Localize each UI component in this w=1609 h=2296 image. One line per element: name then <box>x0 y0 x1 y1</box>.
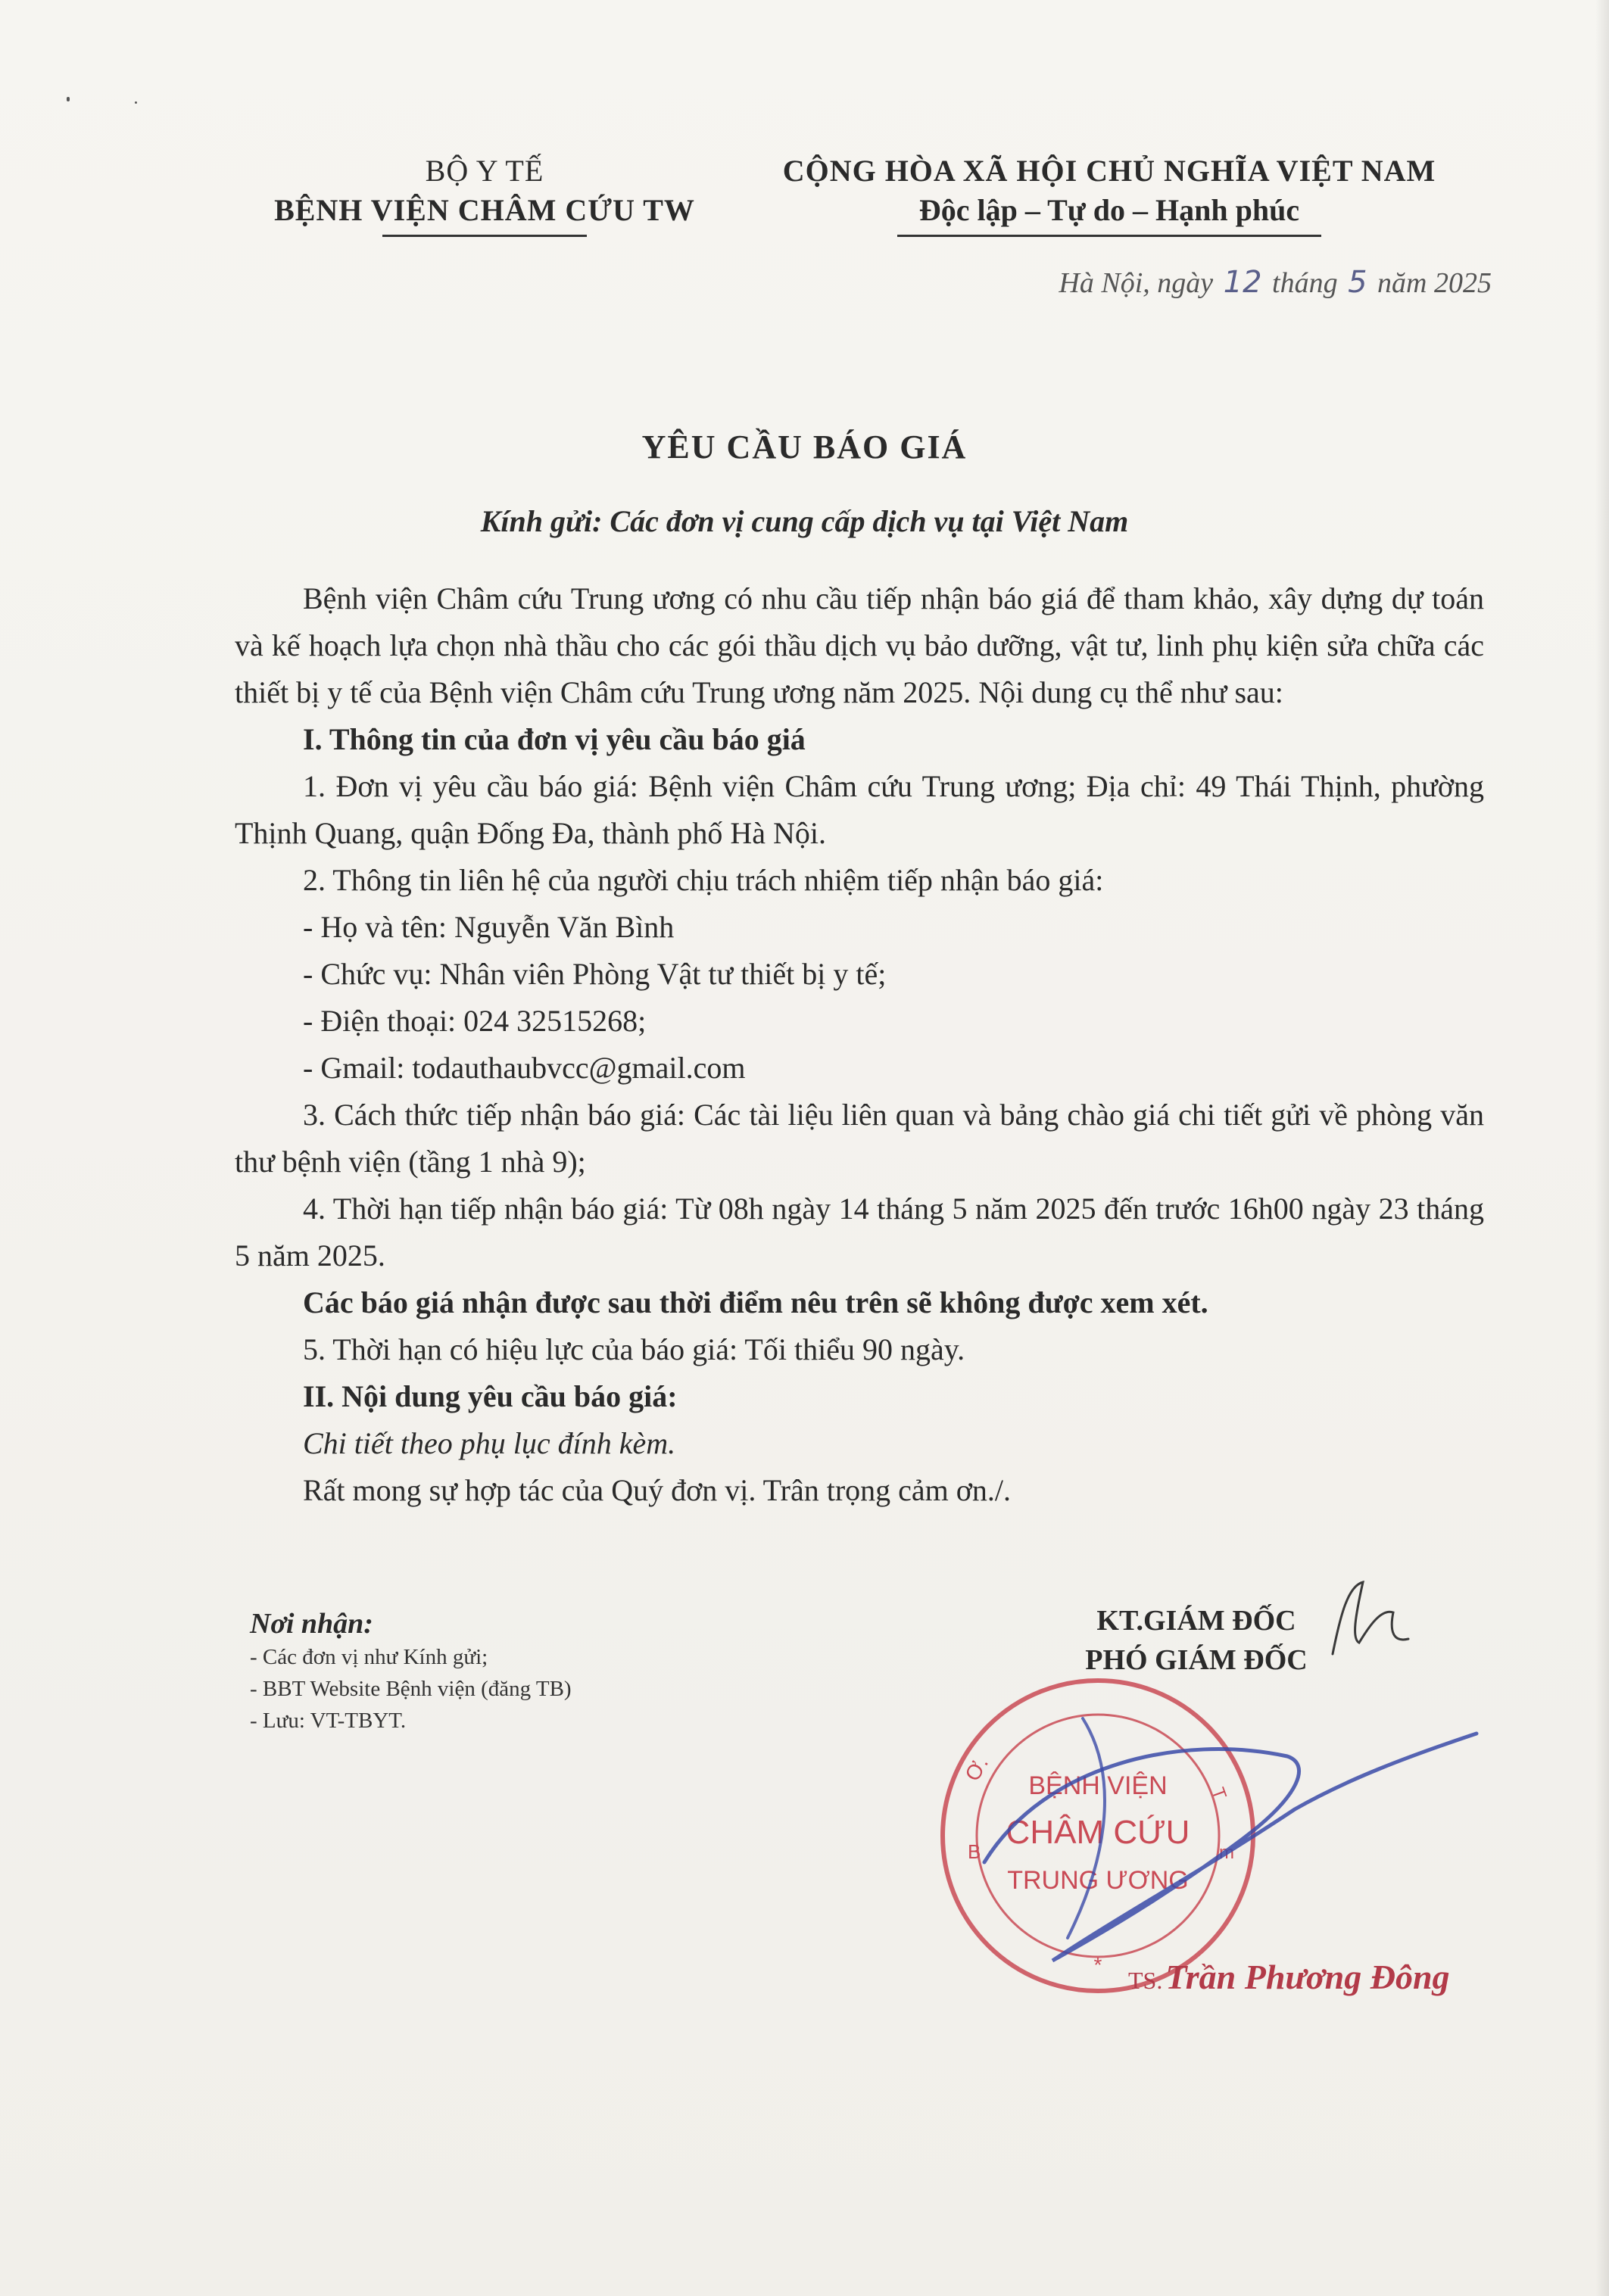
signer-role-2: PHÓ GIÁM ĐỐC <box>1085 1644 1308 1676</box>
national-motto: Độc lập – Tự do – Hạnh phúc <box>918 193 1300 227</box>
stamp-edge-mark: Ơ. <box>960 1752 993 1785</box>
intro-paragraph: Bệnh viện Châm cứu Trung ương có nhu cầu tiếp nhận báo giá để tham khảo, xây dựng dự toán và kế hoạch lựa chọn nhà thầu cho các gói thầu dịch vụ bảo dưỡng, vật tư, linh phụ kiện sửa chữa các thiết bị y tế của Bệnh viện Châm cứu Trung ương năm 2025. Nội dung cụ thể như sau: <box>235 581 1484 709</box>
initial-stroke <box>1333 1582 1408 1654</box>
handwritten-signature <box>954 1688 1484 1976</box>
signer-name: Trần Phương Đông <box>1165 1958 1450 1996</box>
recipients-block <box>250 1606 780 1737</box>
section-1-heading: I. Thông tin của đơn vị yêu cầu báo giá <box>303 722 806 756</box>
contact-email: - Gmail: todauthaubvcc@gmail.com <box>303 1051 746 1085</box>
section-1-item-5: 5. Thời hạn có hiệu lực của báo giá: Tối thiểu 90 ngày. <box>303 1332 965 1366</box>
header-underline <box>382 235 587 237</box>
signer-title: TS. <box>1128 1967 1163 1994</box>
document-title: YÊU CẦU BÁO GIÁ <box>641 428 968 466</box>
document-body <box>235 575 1484 1514</box>
signature-stroke <box>984 1734 1476 1961</box>
section-1-item-2: 2. Thông tin liên hệ của người chịu trách nhiệm tiếp nhận báo giá: <box>303 863 1104 897</box>
date-month-word: tháng <box>1272 267 1338 299</box>
ministry-name: BỘ Y TẾ <box>425 154 544 188</box>
contact-name: - Họ và tên: Nguyễn Văn Bình <box>303 910 675 944</box>
contact-position: - Chức vụ: Nhân viên Phòng Vật tư thiết bị y tế; <box>303 957 887 991</box>
page-edge-shadow <box>1595 0 1609 2296</box>
scan-speck <box>67 97 70 101</box>
stamp-line-2: CHÂM CỨU <box>1006 1814 1190 1851</box>
stamp-line-3: TRUNG ƯƠNG <box>1007 1866 1189 1895</box>
signature-stroke <box>1068 1718 1105 1938</box>
recipients-item: - BBT Website Bệnh viện (đăng TB) <box>250 1677 572 1701</box>
date-month: 5 <box>1348 265 1367 300</box>
stamp-line-1: BỆNH VIỆN <box>1028 1771 1168 1800</box>
section-1-item-1: 1. Đơn vị yêu cầu báo giá: Bệnh viện Châm cứu Trung ương; Địa chỉ: 49 Thái Thịnh, phường Thịnh Quang, quận Đống Đa, thành phố Hà Nội. <box>235 769 1484 850</box>
stamp-edge-mark: m <box>1219 1843 1234 1863</box>
motto-underline <box>897 235 1321 237</box>
section-1-item-3: 3. Cách thức tiếp nhận báo giá: Các tài liệu liên quan và bảng chào giá chi tiết gửi về phòng văn thư bệnh viện (tầng 1 nhà 9); <box>235 1098 1484 1179</box>
recipients-item: - Các đơn vị như Kính gửi; <box>250 1645 488 1669</box>
hospital-name: BỆNH VIỆN CHÂM CỨU TW <box>274 193 695 227</box>
date-day: 12 <box>1223 265 1262 300</box>
section-2-detail: Chi tiết theo phụ lục đính kèm. <box>303 1426 676 1460</box>
signer-name-line <box>1128 1957 1507 1997</box>
stamp-edge-mark: B <box>968 1840 981 1863</box>
closing-line: Rất mong sự hợp tác của Quý đơn vị. Trân trọng cảm ơn./. <box>303 1473 1012 1507</box>
date-year: năm 2025 <box>1377 267 1492 299</box>
republic-name: CỘNG HÒA XÃ HỘI CHỦ NGHĨA VIỆT NAM <box>782 154 1436 188</box>
issuer-header <box>212 151 757 237</box>
recipients-item: - Lưu: VT-TBYT. <box>250 1709 407 1733</box>
stamp-edge-mark: T <box>1207 1784 1230 1802</box>
scan-speck <box>135 101 137 104</box>
date-prefix: Hà Nội, ngày <box>1059 267 1214 299</box>
recipients-heading: Nơi nhận: <box>250 1608 373 1640</box>
document-date <box>833 265 1492 300</box>
signer-role-1: KT.GIÁM ĐỐC <box>1096 1605 1296 1637</box>
initial-signature <box>1317 1571 1416 1669</box>
deadline-warning: Các báo giá nhận được sau thời điểm nêu trên sẽ không được xem xét. <box>303 1285 1208 1319</box>
contact-phone: - Điện thoại: 024 32515268; <box>303 1004 647 1038</box>
section-1-item-4: 4. Thời hạn tiếp nhận báo giá: Từ 08h ngày 14 tháng 5 năm 2025 đến trước 16h00 ngày 23 tháng 5 năm 2025. <box>235 1192 1484 1273</box>
stamp-star: * <box>1093 1953 1102 1977</box>
national-header <box>727 151 1492 237</box>
section-2-heading: II. Nội dung yêu cầu báo giá: <box>303 1379 678 1413</box>
recipient-line: Kính gửi: Các đơn vị cung cấp dịch vụ tại Việt Nam <box>480 504 1129 538</box>
